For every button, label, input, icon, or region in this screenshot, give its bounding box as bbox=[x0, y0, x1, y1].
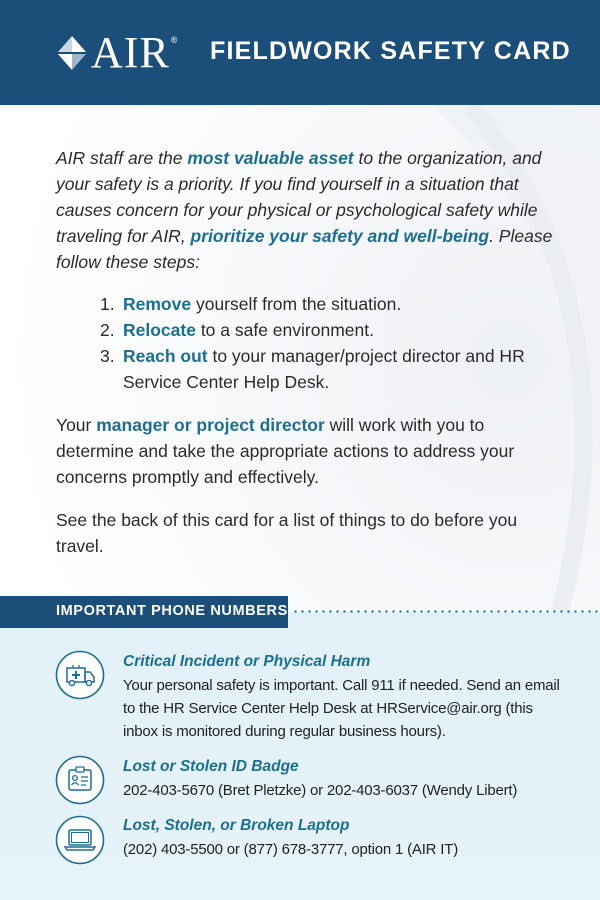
entry-title-laptop: Lost, Stolen, or Broken Laptop bbox=[123, 817, 350, 834]
card-title: FIELDWORK SAFETY CARD bbox=[210, 37, 571, 65]
entry-title-id-badge: Lost or Stolen ID Badge bbox=[123, 758, 299, 775]
step-number: 3. bbox=[100, 346, 115, 366]
header-bar bbox=[0, 0, 600, 105]
entry-text-critical-incident: Your personal safety is important. Call 911 if needed. Send an email to the HR Service Center Help Desk at HRService@air.org (this inbox is monitored during regular business hours). bbox=[123, 677, 560, 740]
intro-highlight-1: most valuable asset bbox=[187, 148, 354, 168]
air-logo bbox=[57, 28, 178, 77]
registered-mark: ® bbox=[170, 35, 178, 45]
list-item bbox=[100, 291, 540, 317]
para-text: Your bbox=[56, 415, 97, 435]
dotted-divider bbox=[292, 610, 600, 613]
step-text: to your manager/project director and HR Service Center Help Desk. bbox=[123, 346, 525, 392]
step-keyword: Relocate bbox=[123, 320, 196, 340]
step-body bbox=[123, 317, 374, 343]
see-back-paragraph: See the back of this card for a list of things to do before you travel. bbox=[56, 510, 518, 556]
step-keyword: Remove bbox=[123, 294, 192, 314]
list-item bbox=[100, 317, 540, 343]
step-number: 2. bbox=[100, 320, 115, 340]
safety-steps-list bbox=[100, 291, 540, 395]
step-number: 1. bbox=[100, 294, 115, 314]
entry-text-id-badge: 202-403-5670 (Bret Pletzke) or 202-403-6037 (Wendy Libert) bbox=[123, 782, 518, 799]
phone-section-heading: IMPORTANT PHONE NUMBERS bbox=[56, 603, 288, 619]
entry-title-critical-incident: Critical Incident or Physical Harm bbox=[123, 653, 371, 670]
step-text: to a safe environment. bbox=[195, 320, 374, 340]
laptop-icon bbox=[55, 815, 105, 865]
intro-text-2: to the organization, and your safety is a priority. If you find yourself in a situation that causes concern for your physical or psychological safety while traveling for AIR, bbox=[56, 148, 542, 246]
list-item bbox=[100, 343, 540, 395]
intro-highlight-2: prioritize your safety and well-being bbox=[190, 226, 490, 246]
para-highlight: manager or project director bbox=[96, 415, 325, 435]
step-body bbox=[123, 343, 540, 395]
step-keyword: Reach out bbox=[123, 346, 208, 366]
intro-paragraph bbox=[56, 145, 556, 275]
intro-text-3: . Please follow these steps: bbox=[56, 226, 553, 272]
step-text: yourself from the situation. bbox=[191, 294, 402, 314]
manager-paragraph bbox=[56, 412, 556, 490]
intro-text-1: AIR staff are the bbox=[56, 148, 188, 168]
id-badge-icon bbox=[55, 755, 105, 805]
ambulance-icon bbox=[55, 650, 105, 700]
para-text: will work with you to determine and take the appropriate actions to address your concerns promptly and effectively. bbox=[56, 415, 515, 487]
logo-wordmark: AIR bbox=[91, 28, 170, 77]
diamond-logo-icon bbox=[57, 35, 87, 71]
step-body bbox=[123, 291, 401, 317]
entry-text-laptop: (202) 403-5500 or (877) 678-3777, option 1 (AIR IT) bbox=[123, 841, 458, 858]
